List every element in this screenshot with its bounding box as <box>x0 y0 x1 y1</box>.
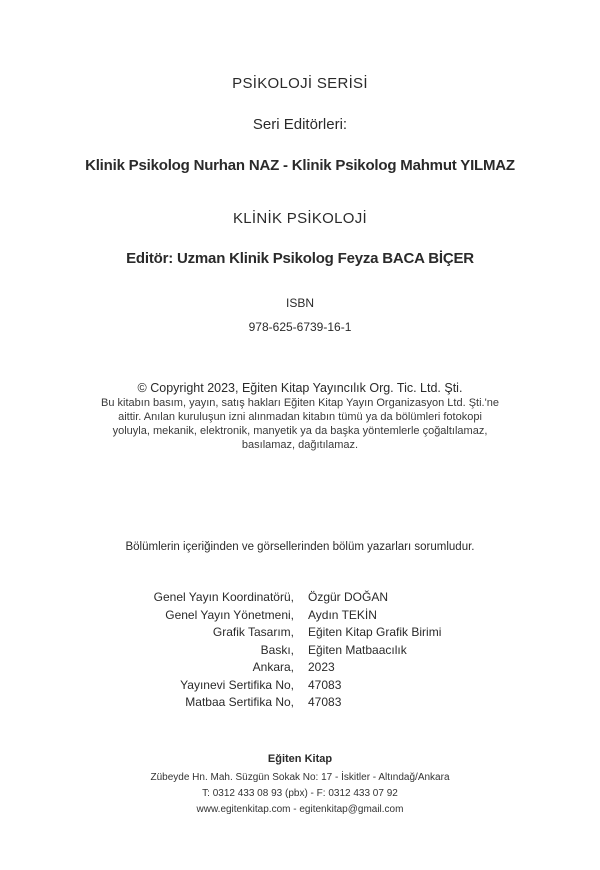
credit-row <box>0 643 600 661</box>
rights-line: aittir. Anılan kuruluşun izni alınmadan kitabın tümü ya da bölümleri fotokopi <box>118 411 482 423</box>
credit-value: Özgür DOĞAN <box>308 590 389 604</box>
credit-label: Matbaa Sertifika No, <box>185 695 294 709</box>
rights-line: Bu kitabın basım, yayın, satış hakları Eğiten Kitap Yayın Organizasyon Ltd. Şti.'ne <box>101 397 499 409</box>
credit-row <box>0 625 600 643</box>
book-editor: Editör: Uzman Klinik Psikolog Feyza BACA BİÇER <box>126 250 474 267</box>
credit-label: Ankara, <box>252 660 294 674</box>
credit-label: Genel Yayın Yönetmeni, <box>165 607 294 622</box>
isbn-label: ISBN <box>285 296 314 310</box>
publisher-phone: T: 0312 433 08 93 (pbx) - F: 0312 433 07 92 <box>202 788 398 799</box>
credit-row <box>0 695 600 713</box>
credit-row <box>0 590 600 608</box>
credit-label: Yayınevi Sertifika No, <box>180 677 294 692</box>
copyright-line: © Copyright 2023, Eğiten Kitap Yayıncılık Org. Tic. Ltd. Şti. <box>137 381 463 395</box>
book-title: KLİNİK PSİKOLOJİ <box>232 210 367 227</box>
rights-line: basılamaz, dağıtılamaz. <box>241 439 359 451</box>
credit-row <box>0 608 600 626</box>
series-title: PSİKOLOJİ SERİSİ <box>232 75 368 92</box>
copyright-block <box>90 380 510 452</box>
rights-line: yoluyla, mekanik, elektronik, manyetik ya da başka yöntemlerle çoğaltılamaz, <box>112 425 488 437</box>
publisher-info <box>0 752 600 818</box>
series-editors: Klinik Psikolog Nurhan NAZ - Klinik Psikolog Mahmut YILMAZ <box>85 157 515 174</box>
credit-value: Aydın TEKİN <box>308 607 377 622</box>
credit-value: Eğiten Kitap Grafik Birimi <box>308 625 442 639</box>
credit-row <box>0 660 600 678</box>
credit-value: 47083 <box>308 695 342 709</box>
credit-label: Genel Yayın Koordinatörü, <box>153 590 294 604</box>
publisher-web: www.egitenkitap.com - egitenkitap@gmail.com <box>196 804 404 815</box>
series-editors-label: Seri Editörleri: <box>252 116 348 133</box>
credit-row <box>0 678 600 696</box>
credits-list <box>0 590 600 713</box>
isbn-number: 978-625-6739-16-1 <box>248 320 352 334</box>
credit-label: Baskı, <box>260 642 294 657</box>
credit-label: Grafik Tasarım, <box>212 625 294 639</box>
credit-value: Eğiten Matbaacılık <box>308 642 407 657</box>
credit-value: 47083 <box>308 677 342 692</box>
publisher-address: Zübeyde Hn. Mah. Süzgün Sokak No: 17 - İskitler - Altındağ/Ankara <box>150 772 450 783</box>
credit-value: 2023 <box>308 660 335 674</box>
responsibility-note: Bölümlerin içeriğinden ve görsellerinden bölüm yazarları sorumludur. <box>125 541 475 553</box>
publisher-name: Eğiten Kitap <box>267 753 333 765</box>
